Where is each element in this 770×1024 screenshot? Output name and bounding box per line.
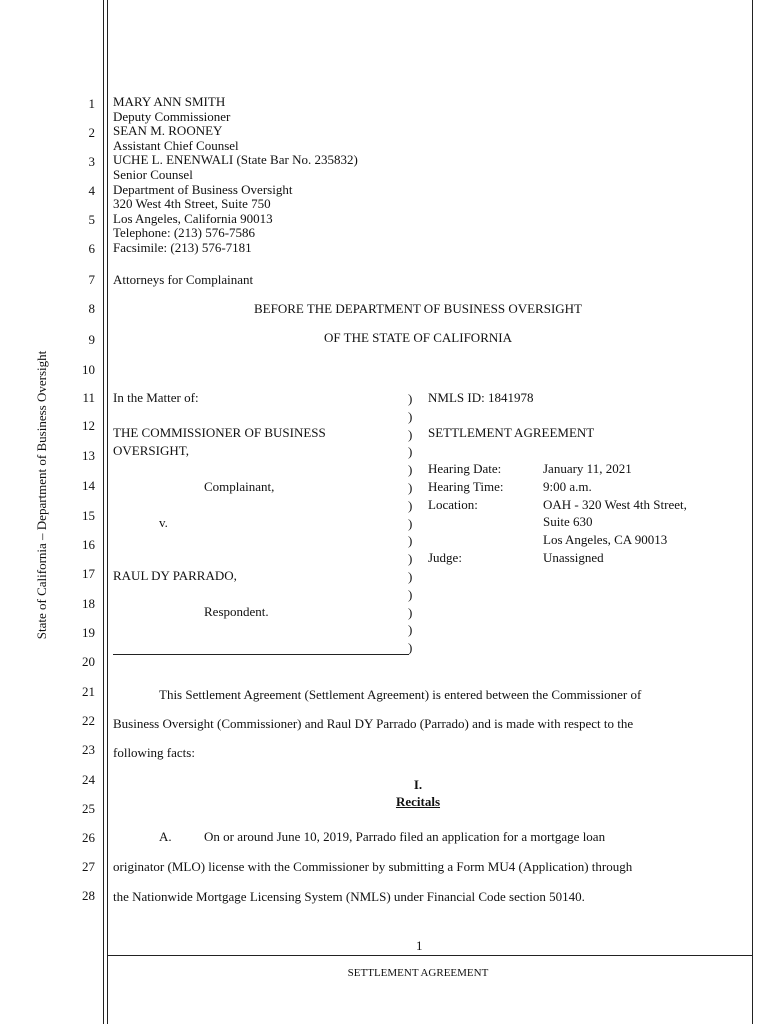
line-number: 23	[82, 742, 95, 757]
line-number: 12	[82, 418, 95, 433]
line-number: 10	[82, 362, 95, 377]
paren: )	[408, 515, 413, 531]
line-number: 14	[82, 478, 95, 493]
line-number: 1	[88, 96, 95, 111]
line-number: 2	[88, 125, 95, 140]
caption-parens	[408, 390, 412, 657]
line-number: 17	[82, 566, 95, 581]
header-line: Los Angeles, California 90013	[113, 210, 273, 226]
paren: )	[408, 640, 413, 656]
header-line: Telephone: (213) 576-7586	[113, 225, 256, 241]
para-a-line-3: the Nationwide Mortgage Licensing System (NMLS) under Financial Code section 50140.	[113, 889, 585, 904]
paren: )	[408, 444, 413, 460]
paren: )	[408, 533, 413, 549]
line-number: 22	[82, 713, 95, 728]
para-a-line-1: On or around June 10, 2019, Parrado filed an application for a mortgage loan	[204, 829, 606, 844]
header-line: SEAN M. ROONEY	[113, 123, 223, 139]
line-number: 9	[88, 332, 95, 347]
paren: )	[408, 604, 413, 620]
hearing-values	[543, 460, 687, 567]
party1-line1: THE COMMISSIONER OF BUSINESS	[113, 425, 326, 440]
intro-line-2: Business Oversight (Commissioner) and Raul DY Parrado (Parrado) and is made with respect to the	[113, 716, 634, 731]
line-number: 4	[88, 183, 95, 198]
hearing-value: Suite 630	[543, 514, 593, 530]
line-number: 7	[88, 272, 95, 287]
hearing-value: January 11, 2021	[543, 461, 632, 476]
line-number: 25	[82, 801, 95, 816]
paren: )	[408, 479, 413, 495]
header-line: 320 West 4th Street, Suite 750	[113, 196, 271, 212]
hearing-labels	[428, 460, 503, 567]
nmls-id: NMLS ID: 1841978	[428, 390, 534, 405]
versus-label: v.	[159, 515, 168, 530]
complainant-label: Complainant,	[204, 479, 275, 494]
tribunal-line-2: OF THE STATE OF CALIFORNIA	[324, 330, 512, 345]
hearing-value: Unassigned	[543, 549, 604, 565]
line-number: 28	[82, 888, 95, 903]
line-number: 21	[82, 684, 95, 699]
attorney-header	[113, 95, 358, 256]
hearing-value: OAH - 320 West 4th Street,	[543, 496, 687, 512]
sidebar-agency-label: State of California – Department of Business Oversight	[34, 350, 49, 640]
line-number: 20	[82, 654, 95, 669]
paren: )	[408, 426, 413, 442]
line-number: 26	[82, 830, 95, 845]
caption-underline	[113, 654, 409, 655]
footer-rule	[107, 955, 753, 956]
para-a-label: A.	[159, 829, 172, 844]
page-number: 1	[416, 938, 423, 953]
line-number: 6	[88, 241, 95, 256]
header-line: Assistant Chief Counsel	[113, 137, 239, 153]
header-line: MARY ANN SMITH	[113, 94, 226, 109]
header-line: Senior Counsel	[113, 166, 193, 182]
line-number: 13	[82, 448, 95, 463]
paren: )	[408, 391, 413, 406]
header-line: UCHE L. ENENWALI (State Bar No. 235832)	[113, 152, 358, 168]
line-number: 27	[82, 859, 95, 874]
para-a-line-2: originator (MLO) license with the Commissioner by submitting a Form MU4 (Application) through	[113, 859, 633, 874]
paren: )	[408, 462, 413, 478]
footer-title: SETTLEMENT AGREEMENT	[347, 967, 489, 979]
line-number: 24	[82, 772, 95, 787]
intro-line-1: This Settlement Agreement (Settlement Agreement) is entered between the Commissioner of	[159, 687, 642, 702]
party2-name: RAUL DY PARRADO,	[113, 568, 237, 583]
line-number: 8	[88, 301, 95, 316]
hearing-label: Judge:	[428, 549, 462, 565]
line-number: 18	[82, 596, 95, 611]
paren: )	[408, 408, 413, 424]
line-number: 3	[88, 154, 95, 169]
header-line: Facsimile: (213) 576-7181	[113, 239, 252, 255]
paren: )	[408, 568, 413, 584]
section-number: I.	[413, 777, 423, 792]
intro-line-3: following facts:	[113, 745, 195, 760]
hearing-label	[428, 513, 503, 531]
paren: )	[408, 497, 413, 513]
paren: )	[408, 551, 413, 567]
left-margin-rule-outer	[103, 0, 104, 1024]
line-number: 5	[88, 212, 95, 227]
tribunal-line-1: BEFORE THE DEPARTMENT OF BUSINESS OVERSIGHT	[254, 301, 582, 316]
hearing-label: Hearing Date:	[428, 461, 502, 476]
line-number: 16	[82, 537, 95, 552]
attorneys-for-complainant: Attorneys for Complainant	[113, 272, 254, 287]
section-title: Recitals	[395, 794, 441, 809]
in-the-matter: In the Matter of:	[113, 390, 199, 405]
line-number: 11	[82, 390, 95, 405]
line-number: 15	[82, 508, 95, 523]
paren: )	[408, 586, 413, 602]
line-number: 19	[82, 625, 95, 640]
header-line: Deputy Commissioner	[113, 108, 231, 124]
respondent-label: Respondent.	[204, 604, 269, 619]
document-title: SETTLEMENT AGREEMENT	[428, 425, 595, 440]
right-margin-rule	[752, 0, 753, 1024]
header-line: Department of Business Oversight	[113, 181, 293, 197]
hearing-value: 9:00 a.m.	[543, 478, 592, 494]
left-margin-rule-inner	[107, 0, 108, 1024]
hearing-value: Los Angeles, CA 90013	[543, 532, 668, 548]
paren: )	[408, 622, 413, 638]
hearing-label: Location:	[428, 496, 478, 512]
hearing-label: Hearing Time:	[428, 478, 504, 494]
hearing-label	[428, 531, 503, 549]
party1-line2: OVERSIGHT,	[113, 443, 189, 458]
